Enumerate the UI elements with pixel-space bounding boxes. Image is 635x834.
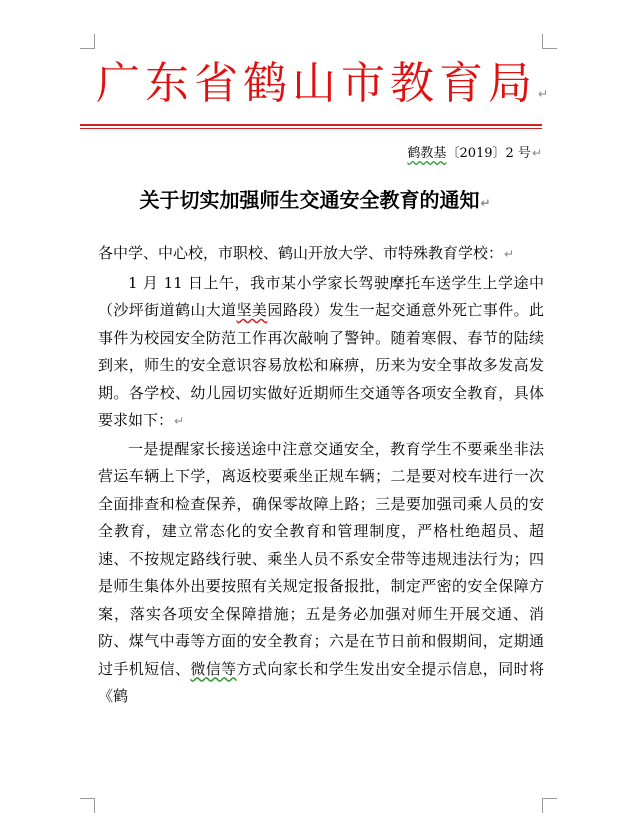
document-number <box>330 142 542 161</box>
paragraph-requirements: 一是提醒家长接送途中注意交通安全，教育学生不要乘坐非法营运车辆上下学，离返校要乘坐正规车辆；二是要对校车进行一次全面排查和检查保养，确保零故障上路；三是要加强司乘人员的安全教育，建立常态化的安全教育和管理制度，严格杜绝超员、超速、不按规定路线行驶、乘坐人员不系安全带等违规违法行为；四是师生集体外出要按照有关规定报备报批，制定严密的安全保障方案，落实各项安全保障措施；五是务必加强对师生开展交通、消防、煤气中毒等方面的安全教育；六是在节日前和假期间，定期通过手机短信、微信等方式向家长和学生发出安全提示信息，同时将《鹤 <box>98 439 544 705</box>
margin-corner-top-left <box>80 34 95 49</box>
grammar-flag: 微信等 <box>190 659 237 678</box>
letterhead-org-name: 广东省鹤山市教育局↵ <box>96 58 549 109</box>
doc-number-prefix: 鹤教基 <box>407 146 447 161</box>
margin-corner-top-right <box>542 34 557 49</box>
letterhead-rule-thick <box>80 124 542 126</box>
document-title: 关于切实加强师生交通安全教育的通知↵ <box>139 188 491 212</box>
doc-number-rest: 〔2019〕2 号 <box>446 146 531 161</box>
margin-corner-bottom-right <box>542 798 557 813</box>
margin-corner-bottom-left <box>80 798 95 813</box>
paragraph-incident: 1 月 11 日上午，我市某小学家长驾驶摩托车送学生上学途中（沙坪街道鹤山大道坚美园路段）发生一起交通意外死亡事件。此事件为校园安全防范工作再次敲响了警钟。随着寒假、春节的陆续到来，师生的安全意识容易放松和麻痹，历来为安全事故多发高发期。各学校、幼儿园切实做好近期师生交通等各项安全教育，具体要求如下：↵ <box>98 273 544 429</box>
letterhead-rule-thin <box>80 128 542 129</box>
paragraph-mark: ↵ <box>504 247 515 261</box>
document-body <box>98 240 544 711</box>
paragraph-mark: ↵ <box>538 87 549 101</box>
paragraph-mark: ↵ <box>480 196 491 210</box>
paragraph-mark: ↵ <box>531 146 542 160</box>
paragraph-mark: ↵ <box>174 414 185 428</box>
spellcheck-flag: 坚美 <box>236 301 268 319</box>
addressee-line: 各中学、中心校，市职校、鹤山开放大学、市特殊教育学校：↵ <box>98 244 515 262</box>
